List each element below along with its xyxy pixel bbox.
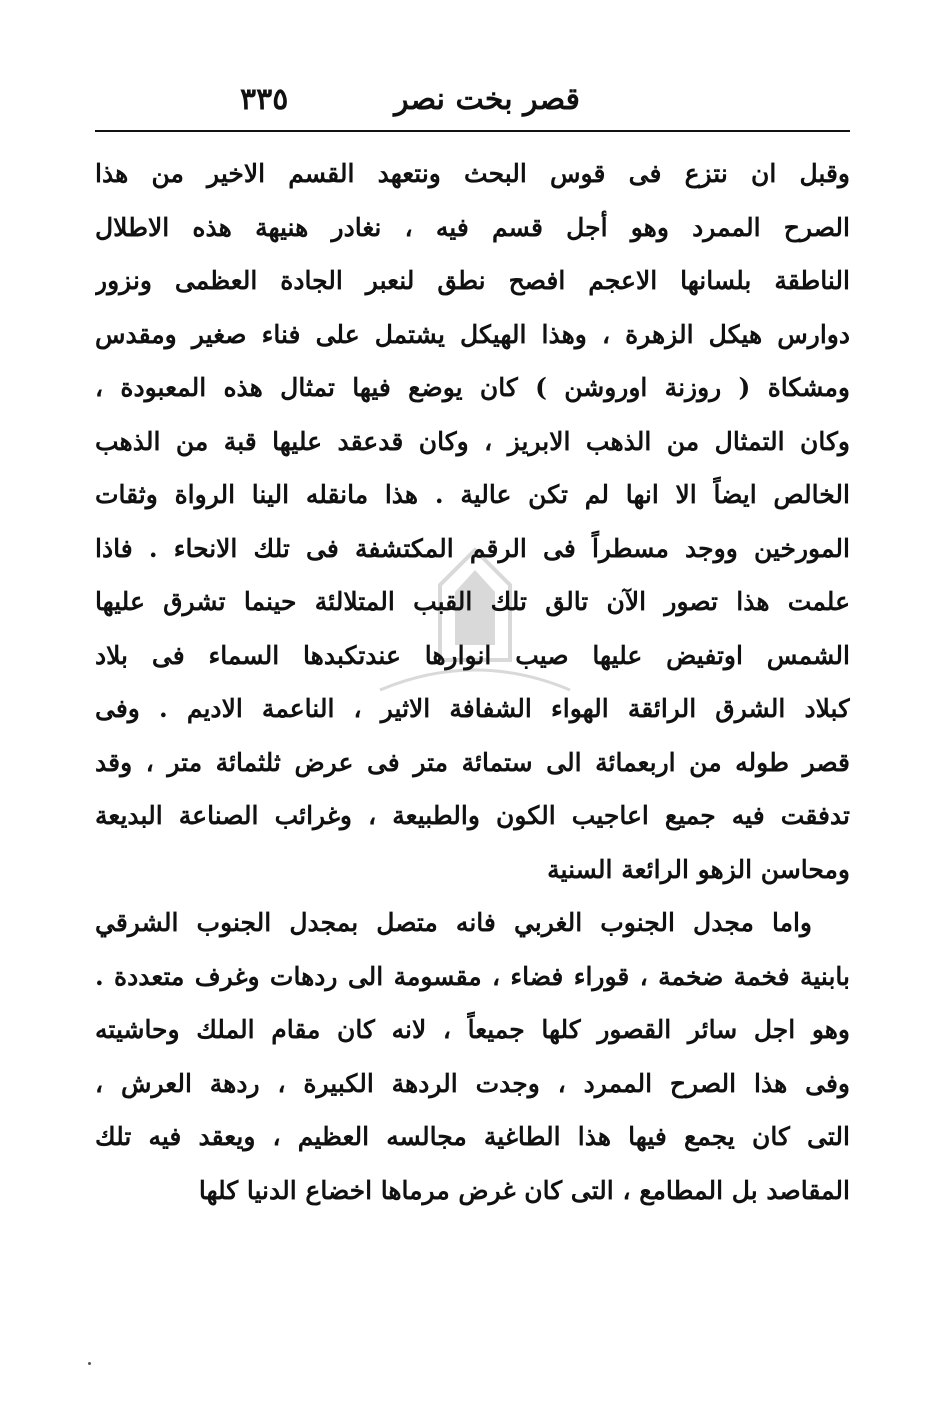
page-number: ٣٣٥	[240, 82, 289, 117]
text-line: ومحاسن الزهو الرائعة السنية	[547, 854, 850, 884]
text-line: الصرح الممرد وهو أجل قسم فيه ، نغادر هنيهة هذه الاطلال	[95, 212, 850, 242]
text-line: قصر طوله من اربعمائة الى ستمائة متر فى عرض ثلثمائة متر ، وقد	[95, 747, 850, 777]
text-line: التى كان يجمع فيها هذا الطاغية مجالسه العظيم ، ويعقد فيه تلك	[95, 1122, 850, 1151]
header-divider	[95, 130, 850, 132]
header-title: قصر بخت نصر	[394, 82, 580, 117]
text-line: الشمس اوتفيض عليها صيب انوارها عندتكبدها السماء فى بلاد	[95, 640, 850, 670]
text-line: المقاصد بل المطامع ، التى كان غرض مرماها اخضاع الدنيا كلها	[198, 1175, 850, 1205]
text-line: واما مجدل الجنوب الغربي فانه متصل بمجدل الجنوب الشرقي	[95, 908, 812, 937]
text-line: علمت هذا تصور الآن تالق تلك القبب المتلالئة حينما تشرق عليها	[95, 587, 850, 616]
text-line: دوارس هيكل الزهرة ، وهذا الهيكل يشتمل على فناء صغير ومقدس	[95, 319, 850, 349]
text-line: المورخين ووجد مسطراً فى الرقم المكتشفة فى تلك الانحاء . فاذا	[95, 533, 850, 563]
text-line: تدفقت فيه جميع اعاجيب الكون والطبيعة ، وغرائب الصناعة البديعة	[95, 801, 850, 830]
text-line: وفى هذا الصرح الممرد ، وجدت الردهة الكبيرة ، ردهة العرش ،	[95, 1068, 850, 1098]
text-line: الناطقة بلسانها الاعجم افصح نطق لنعبر الجادة العظمى ونزور	[95, 266, 850, 295]
text-line: وكان التمثال من الذهب الابريز ، وكان قدعقد عليها قبة من الذهب	[95, 426, 850, 456]
text-line: بابنية فخمة ضخمة ، قوراء فضاء ، مقسومة الى ردهات وغرف متعددة .	[95, 961, 850, 991]
text-line: وقبل ان نتزع فى قوس البحث ونتعهد القسم الاخير من هذا	[95, 159, 850, 188]
text-line: ومشكاة ( روزنة اوروشن ) كان يوضع فيها تمثال هذه المعبودة ،	[95, 373, 850, 402]
text-line: وهو اجل سائر القصور كلها جميعاً ، لانه كان مقام الملك وحاشيته	[95, 1015, 850, 1044]
margin-mark	[88, 1362, 91, 1365]
running-header	[95, 80, 850, 130]
body-text	[95, 147, 850, 1217]
text-line: كبلاد الشرق الرائقة الهواء الشفافة الاثير ، الناعمة الاديم . وفى	[95, 694, 850, 723]
text-line: الخالص ايضاً الا انها لم تكن عالية . هذا مانقله الينا الرواة وثقات	[95, 480, 850, 509]
